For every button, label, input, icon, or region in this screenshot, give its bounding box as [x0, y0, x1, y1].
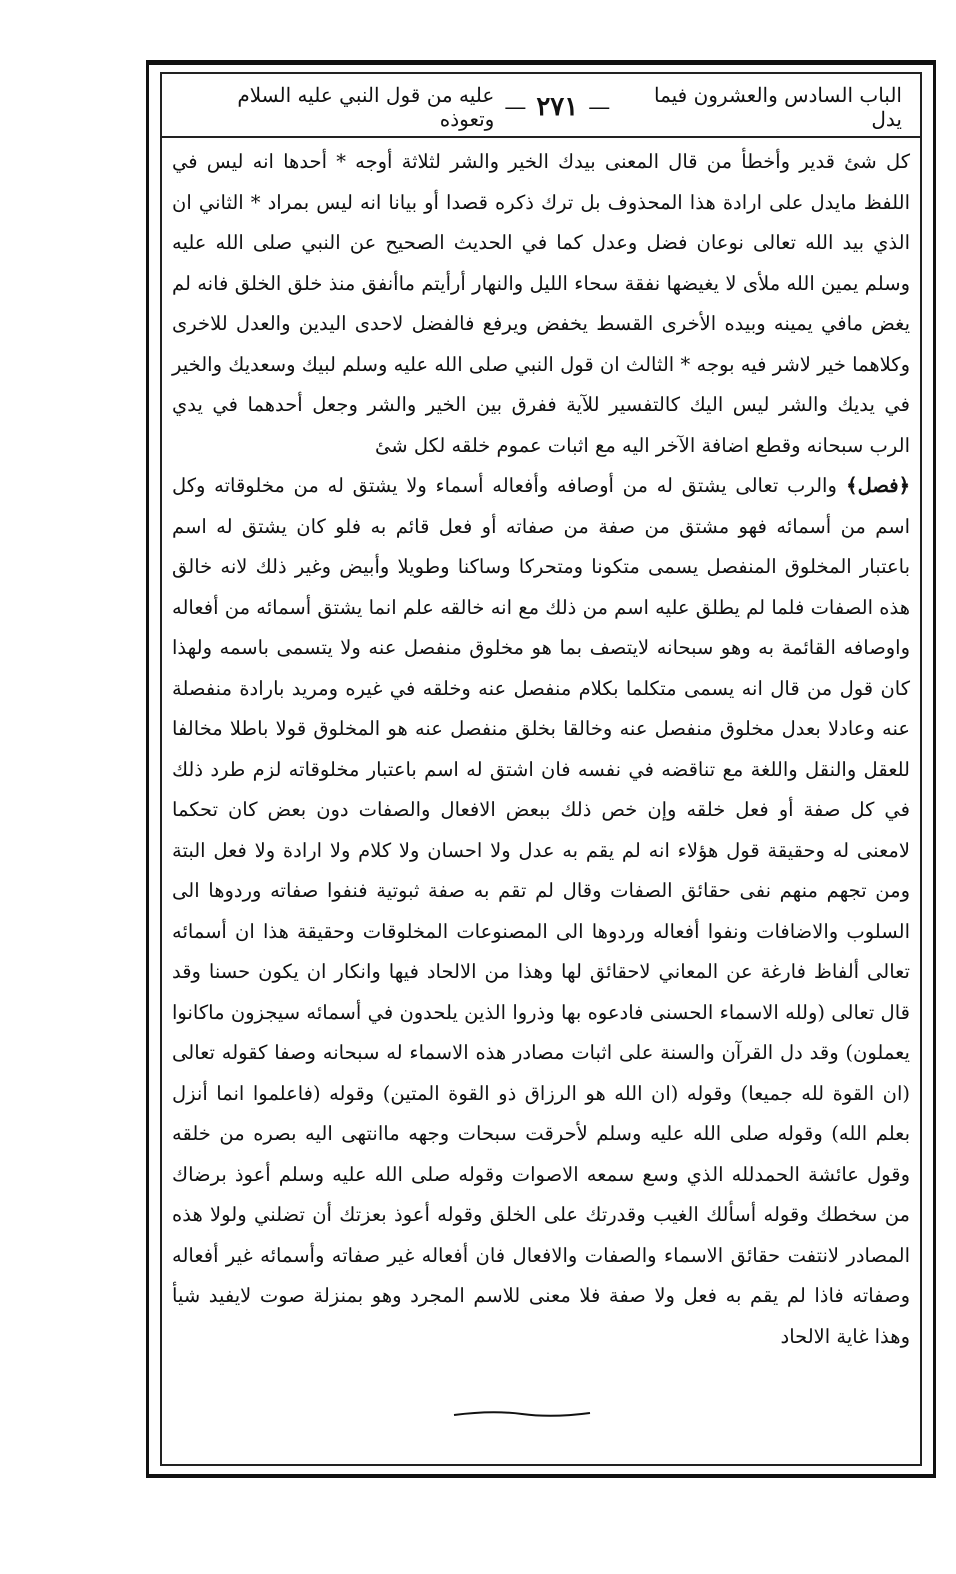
paragraph-2 — [172, 466, 910, 1357]
header-page-number-group — [494, 92, 620, 122]
main-body-text — [172, 142, 910, 1357]
header-dash-right: — — [504, 94, 527, 120]
header-dash-left: — — [588, 94, 611, 120]
page-number: ٢٧١ — [536, 92, 579, 122]
paragraph-2-text: والرب تعالى يشتق له من أوصافه وأفعاله أسماء ولا يشتق له من مخلوقاته وكل اسم من أسمائه فهو مشتق من صفة من صفاته أو فعل قائم به فلو كان يشتق له اسم باعتبار المخلوق المنفصل يسمى متكونا ومتحركا وساكنا وطويلا وأبيض وغير ذلك لانه خالق هذه الصفات فلما لم يطلق عليه اسم من ذلك مع انه خالقه علم انما يشتق أسمائه من أفعاله واوصافه القائمة به وهو سبحانه لايتصف بما هو مخلوق منفصل عنه ولا يتسمى باسمه ولهذا كان قول من قال انه يسمى متكلما بكلام منفصل عنه وخلقه في غيره ومريد بارادة منفصلة عنه وعادلا بعدل مخلوق منفصل عنه وخالقا بخلق منفصل عنه هو المخلوق قولا باطلا مخالفا للعقل والنقل واللغة مع تناقضه في نفسه فان اشتق له اسم باعتبار مخلوقاته لزم طرد ذلك في كل صفة أو فعل خلقه وإن خص ذلك ببعض الافعال والصفات دون بعض كان تحكما لامعنى له وحقيقة قول هؤلاء انه لم يقم به عدل ولا احسان ولا كلام ولا ارادة ولا فعل البتة ومن تجهم منهم نفى حقائق الصفات وقال لم تقم به صفة ثبوتية فنفوا صفاته وردوها الى السلوب والاضافات ونفوا أفعاله وردوها الى المصنوعات المخلوقات وحقيقة هذا ان أسمائه تعالى ألفاظ فارغة عن المعاني لاحقائق لها وهذا من الالحاد فيها وانكار ان يكون حسنا وقد قال تعالى (ولله الاسماء الحسنى فادعوه بها وذروا الذين يلحدون في أسمائه سيجزون ماكانوا يعملون) وقد دل القرآن والسنة على اثبات مصادر هذه الاسماء له سبحانه وصفا كقوله تعالى (ان القوة لله جميعا) وقوله (ان الله هو الرزاق ذو القوة المتين) وقوله (فاعلموا انما أنزل بعلم الله) وقوله صلى الله عليه وسلم لأحرقت سبحات وجهه ماانتهى اليه بصره من خلقه وقول عائشة الحمدلله الذي وسع سمعه الاصوات وقوله صلى الله عليه وسلم أعوذ برضاك من سخطك وقوله أسألك الغيب وقدرتك على الخلق وقوله أعوذ بعزتك أن تضلني ولولا هذه المصادر لانتفت حقائق الاسماء والصفات والافعال فان أفعاله غير صفاته وأسمائه غير أفعاله وصفاته فاذا لم يقم به فعل ولا صفة فلا معنى للاسم المجرد وهو بمنزلة صوت لايفيد شيأ وهذا غاية الالحاد — [172, 474, 910, 1348]
page-header — [162, 78, 920, 138]
end-ornament — [452, 1407, 592, 1421]
paragraph-1: كل شئ قدير وأخطأ من قال المعنى بيدك الخير والشر لثلاثة أوجه * أحدها انه ليس في اللفظ مايدل على ارادة هذا المحذوف بل ترك ذكره قصدا أو بيانا انه ليس بمراد * الثاني ان الذي بيد الله تعالى نوعان فضل وعدل كما في الحديث الصحيح عن النبي صلى الله عليه وسلم يمين الله ملأى لا يغيضها نفقة سحاء الليل والنهار أرأيتم ماأنفق منذ خلق الخلق فانه لم يغض مافي يمينه وبيده الأخرى القسط يخفض ويرفع فالفضل لاحدى اليدين والعدل للاخرى وكلاهما خير لاشر فيه بوجه * الثالث ان قول النبي صلى الله عليه وسلم لبيك وسعديك والخير في يديك والشر ليس اليك كالتفسير للآية ففرق بين الخير والشر وجعل أحدهما في يدي الرب سبحانه وقطع اضافة الآخر اليه مع اثبات عموم خلقه لكل شئ — [172, 150, 910, 457]
header-chapter-title: الباب السادس والعشرون فيما يدل — [653, 83, 902, 131]
header-section-title: عليه من قول النبي عليه السلام وتعوذه — [237, 83, 495, 131]
fasl-label: فصل — [857, 474, 899, 497]
fasl-heading: ﴿فصل﴾ — [836, 474, 910, 497]
